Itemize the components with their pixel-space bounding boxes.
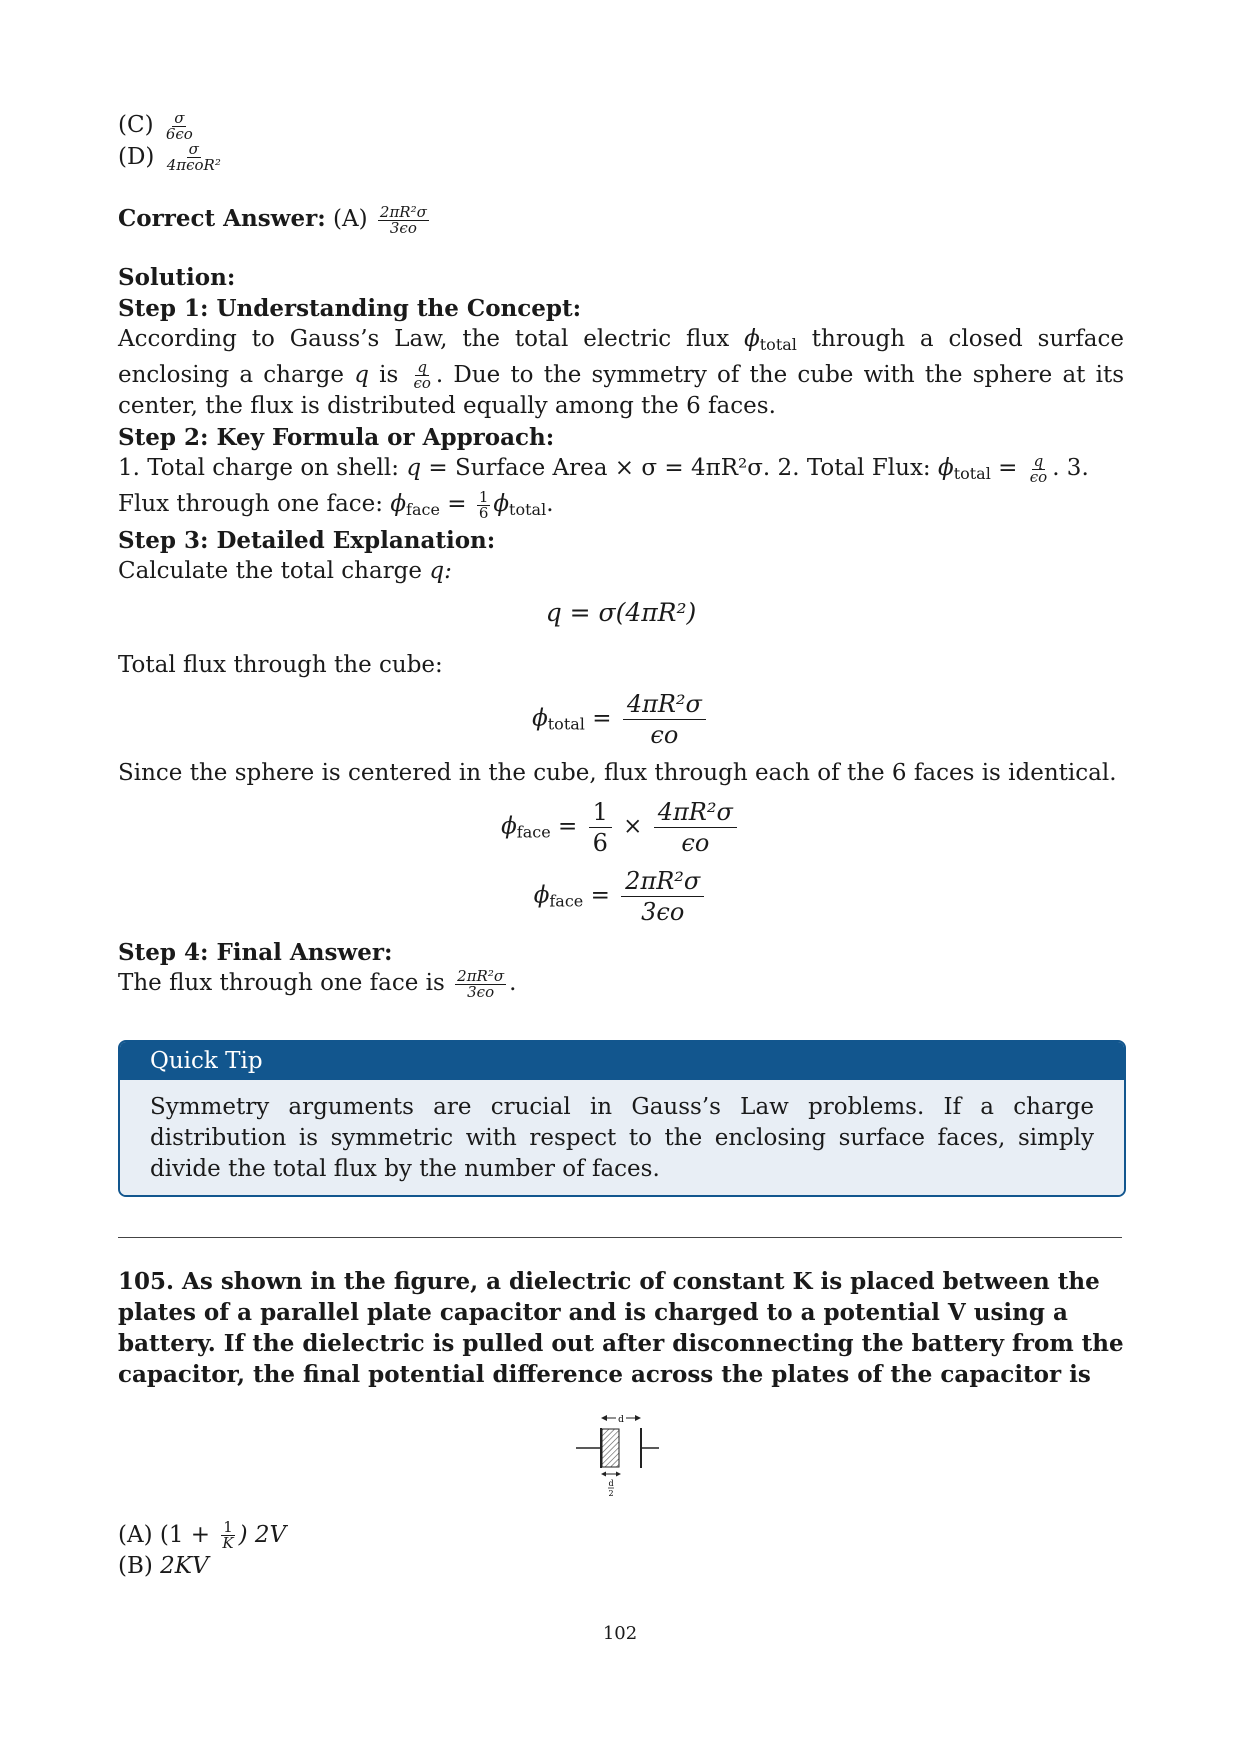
figure-label-d: d (618, 1414, 624, 1425)
phi-symbol: ϕ (493, 491, 510, 517)
equals-sign: = (590, 882, 610, 909)
arrow-head (635, 1415, 641, 1421)
step4-text: The flux through one face is $\frac{\text{2πR²σ}}{3\epsilon o}$ . (118, 966, 517, 1001)
option-label: (A) (118, 1521, 153, 1548)
subscript: total (953, 464, 991, 483)
fraction-numerator: q (1033, 451, 1044, 470)
subscript: face (549, 891, 584, 911)
option-label: (B) (118, 1553, 153, 1579)
phi-symbol: ϕ (744, 325, 760, 352)
option-d (118, 142, 1124, 174)
capacitor-figure (571, 1410, 671, 1500)
fraction-numerator: 1 (223, 1518, 233, 1536)
phi-symbol: ϕ (390, 491, 407, 517)
q-over-eps (411, 360, 432, 391)
option-a (118, 1520, 1124, 1552)
text: is (368, 361, 409, 388)
subscript: total (547, 714, 585, 734)
fraction-denominator: ϵo (650, 721, 679, 749)
quick-tip-body: Symmetry arguments are crucial in Gauss’s Law problems. If a charge distribution is symmetric with respect to the enclosing surface faces, simply divide the total flux by the number of faces. (120, 1080, 1124, 1195)
fraction-numerator: q (417, 358, 427, 376)
option-label: (D) (118, 143, 155, 170)
fraction-numerator: 2πR²σ (625, 867, 701, 895)
text: The flux through one face is (118, 970, 453, 996)
solution-title: Solution: (118, 263, 236, 291)
option-fraction (165, 142, 223, 173)
option-text: ) 2V (238, 1521, 287, 1548)
equals-sign: = (998, 455, 1018, 481)
step3-symmetry-text: Since the sphere is centered in the cube, flux through each of the 6 faces is identical. (118, 760, 1117, 786)
question-105: 105. As shown in the figure, a dielectric of constant K is placed between the plates of a parallel plate capacitor and is charged to a potential V using a battery. If the dielectric is pulled out after disconnecting the battery from the capacitor, the final potential difference across the plates of the capacitor is (118, 1267, 1124, 1388)
fraction-denominator: 4πϵoR² (166, 156, 221, 174)
text: . Due to the symmetry of the cube with the sphere at its center, the flux is distributed equally among the 6 faces. (118, 361, 1124, 419)
fraction-denominator: 3ϵo (467, 982, 495, 1001)
fraction-numerator: σ (174, 108, 185, 127)
fraction-denominator: 6ϵo (165, 124, 193, 143)
dielectric-slab (602, 1429, 619, 1467)
page-content (118, 110, 1124, 1581)
fraction (589, 797, 612, 858)
final-fraction (455, 966, 506, 1001)
fraction-numerator: 4πR²σ (657, 798, 733, 826)
option-fraction (164, 108, 195, 143)
step2-title: Step 2: Key Formula or Approach: (118, 424, 555, 451)
math-var: q (406, 455, 422, 481)
text: . 3. Flux through one face: (118, 455, 1089, 517)
arrow-head (601, 1415, 607, 1421)
option-fraction (220, 1520, 235, 1551)
equals-sign: = (447, 491, 467, 517)
phi-symbol: ϕ (533, 882, 550, 909)
text: through a closed surface enclosing a charge (118, 325, 1124, 388)
quick-tip-box (118, 1040, 1126, 1197)
math-var: q (354, 361, 369, 388)
fraction-numerator: 1 (589, 797, 612, 828)
one-sixth (477, 487, 491, 522)
arrow-head (616, 1471, 621, 1476)
fraction-denominator: 3ϵo (389, 218, 417, 237)
fraction-denominator: K (222, 1534, 234, 1552)
fraction-numerator: 4πR²σ (626, 690, 702, 718)
equation-total-flux (118, 689, 1124, 750)
text: 1. Total charge on shell: (118, 455, 407, 481)
q-over-eps (1028, 451, 1049, 486)
solution-section (118, 262, 1124, 1000)
fraction-denominator: 6 (478, 503, 489, 522)
step3-title: Step 3: Detailed Explanation: (118, 527, 496, 554)
fraction-denominator: ϵo (413, 374, 431, 392)
fraction (623, 689, 706, 750)
math-var: q: (429, 558, 452, 584)
subscript: face (516, 822, 551, 842)
step1-text (118, 324, 1124, 423)
arrow-head (601, 1471, 606, 1476)
page-number: 102 (602, 1623, 638, 1644)
step3-text (118, 556, 1124, 587)
phi-symbol: ϕ (532, 705, 548, 732)
option-text: 2KV (160, 1553, 209, 1579)
option-b (118, 1551, 1124, 1581)
step1-title: Step 1: Understanding the Concept: (118, 294, 582, 322)
step2-text: 1. Total charge on shell: q = Surface Area × σ = 4πR²σ. 2. Total Flux: $\phi_{total}$ = $\frac{q}{\epsilon o}$ . 3. Flux through one face: $\phi_{face}$ = $\frac{1}{6}$ $\phi_{total}$. (118, 451, 1089, 522)
phi-symbol: ϕ (938, 455, 954, 481)
equation-face-flux (118, 797, 1124, 858)
fraction (654, 797, 737, 858)
quick-tip-title: Quick Tip (120, 1042, 1124, 1080)
correct-answer-label: Correct Answer: (118, 205, 326, 232)
equals-sign: = (592, 705, 612, 732)
option-c (118, 110, 1124, 142)
section-divider (118, 1237, 1122, 1238)
figure-label-half-d-den: 2 (608, 1488, 614, 1498)
text: Calculate the total charge (118, 558, 430, 584)
equation-face-flux-result (118, 866, 1124, 927)
subscript: total (509, 500, 547, 519)
correct-answer-option: (A) (333, 206, 368, 232)
fraction-numerator: σ (188, 140, 199, 158)
equation-charge (118, 597, 1124, 628)
correct-answer (118, 203, 1124, 236)
equals-sign: = (557, 813, 578, 840)
subscript: total (759, 334, 797, 354)
figure-label-half-d-num: d (608, 1478, 614, 1488)
text: According to Gauss’s Law, the total electric flux (118, 325, 745, 352)
fraction-numerator: 2πR²σ (379, 202, 427, 221)
fraction (621, 866, 704, 927)
subscript: face (406, 500, 440, 519)
correct-answer-fraction (378, 202, 429, 237)
phi-symbol: ϕ (501, 813, 517, 840)
option-label: (C) (118, 112, 154, 138)
fraction-denominator: ϵo (1029, 467, 1048, 486)
fraction-denominator: 3ϵo (641, 898, 685, 926)
fraction-denominator: 6 (592, 829, 608, 857)
text: = Surface Area × σ = 4πR²σ. 2. Total Flux: (421, 455, 938, 481)
option-text: (1 + (159, 1521, 218, 1548)
step3-total-flux-text: Total flux through the cube: (118, 652, 443, 678)
step4-title: Step 4: Final Answer: (118, 939, 393, 966)
times-sign: × (623, 813, 643, 840)
fraction-numerator: 2πR²σ (457, 966, 505, 985)
fraction-numerator: 1 (478, 487, 489, 506)
fraction-denominator: ϵo (681, 829, 710, 857)
equation-text: q = σ(4πR²) (545, 598, 697, 627)
